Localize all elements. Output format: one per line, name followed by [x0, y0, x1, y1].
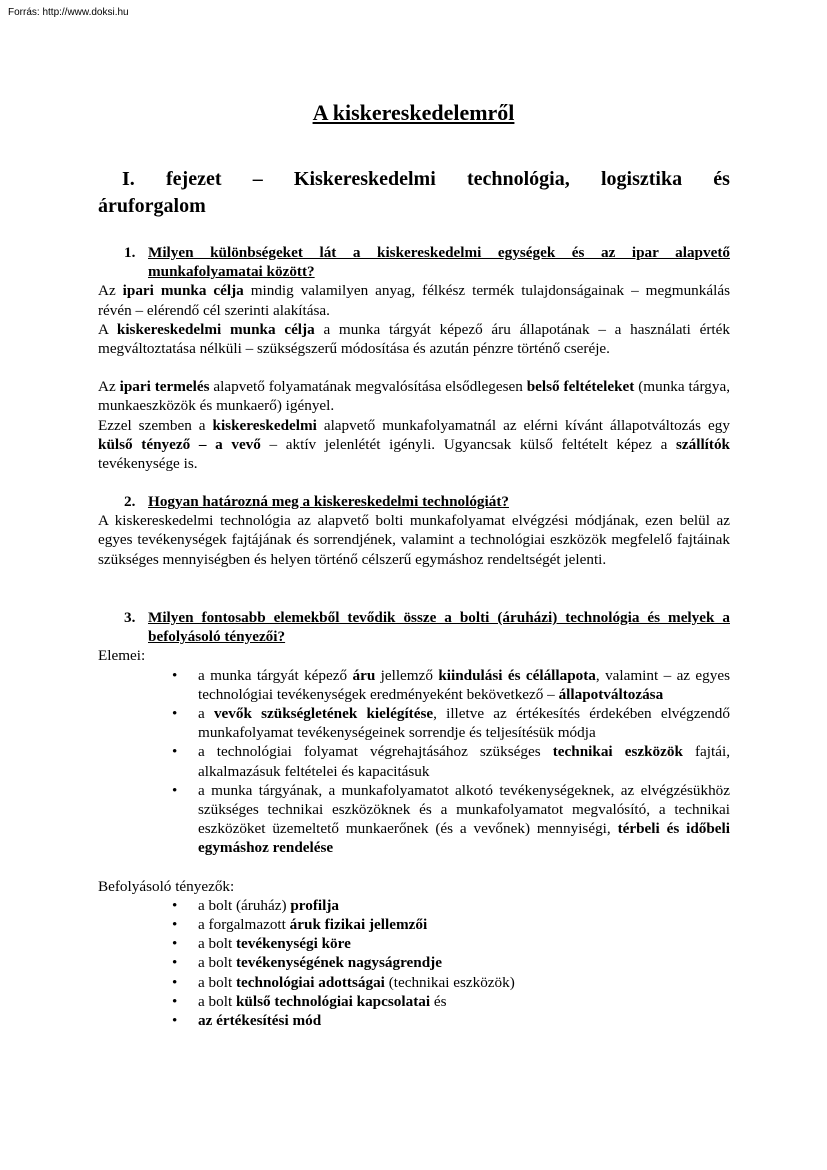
- question-text: Hogyan határozná meg a kiskereskedelmi technológiát?: [148, 493, 509, 510]
- chapter-word: és: [713, 168, 730, 190]
- paragraph: Az ipari termelés alapvető folyamatának megvalósítása elsődlegesen belső feltételeket (munka tárgya, munkaeszközök és munkaerő) igényel.: [98, 378, 730, 415]
- chapter-word: fejezet: [166, 168, 222, 190]
- list-item: • a bolt (áruház) profilja: [198, 896, 730, 915]
- factors-label: Befolyásoló tényezők:: [98, 877, 235, 895]
- chapter-heading: [98, 166, 730, 220]
- list-item: • a bolt tevékenységi köre: [198, 934, 730, 953]
- source-note: Forrás: http://www.doksi.hu: [8, 7, 129, 18]
- list-item: • a bolt külső technológiai kapcsolatai és: [198, 992, 730, 1011]
- question-number: 2.: [124, 493, 136, 510]
- chapter-word: I.: [122, 168, 135, 190]
- elements-list: [98, 666, 730, 858]
- elements-label: Elemei:: [98, 647, 146, 665]
- paragraph: A kiskereskedelmi munka célja a munka tárgyát képező áru állapotának – a használati érték megváltoztatása nélküli – szükségszerű módosítása és azután pénzre történő cseréje.: [98, 320, 730, 358]
- list-item: • a munka tárgyát képező áru jellemző kiindulási és célállapota, valamint – az egyes technológiai tevékenységek eredményeként bekövetkező – állapotváltozása: [198, 666, 730, 704]
- list-item: • a munka tárgyának, a munkafolyamatot alkotó tevékenységeknek, az elvégzésükhöz szükséges technikai eszközöknek és a munkafolyamatot megvalósító, a technikai eszközöket üzemeltető munkaerőnek (és a vevőnek) mennyiségi, térbeli és időbeli egymáshoz rendelése: [198, 781, 730, 858]
- question-3-section: [98, 608, 730, 1030]
- paragraph: Az ipari munka célja mindig valamilyen anyag, félkész termék tulajdonságainak – megmunkálás révén – elérendő cél szerinti alakítása.: [98, 282, 730, 319]
- factors-list: [98, 896, 730, 1030]
- list-item: • az értékesítési mód: [198, 1011, 730, 1030]
- question-number: 1.: [124, 244, 136, 261]
- paragraph: Ezzel szemben a kiskereskedelmi alapvető munkafolyamatnál az elérni kívánt állapotváltozás egy külső tényező – a vevő – aktív jelenlétét igényli. Ugyancsak külső feltételt képez a szállítók tevékenysége is.: [98, 416, 730, 473]
- question-1-section: [98, 243, 730, 473]
- list-item: • a vevők szükségletének kielégítése, illetve az értékesítés érdekében elvégzendő munkafolyamat tevékenységeinek sorrendje és teljesítésük módja: [198, 704, 730, 742]
- chapter-word: Kiskereskedelmi: [293, 168, 436, 190]
- list-item: • a forgalmazott áruk fizikai jellemzői: [198, 915, 730, 934]
- page-title: A kiskereskedelemről: [312, 100, 515, 125]
- question-3: [98, 608, 730, 646]
- question-2-section: [98, 492, 730, 569]
- chapter-heading-line2: áruforgalom: [98, 195, 206, 217]
- chapter-word: technológia,: [466, 168, 570, 190]
- question-number: 3.: [124, 609, 136, 626]
- question-1: [98, 243, 730, 281]
- question-2: [98, 492, 730, 511]
- chapter-word: logisztika: [600, 168, 683, 190]
- chapter-word: –: [252, 168, 263, 190]
- question-text: Milyen különbségeket lát a kiskereskedelmi egységek és az ipar alapvető munkafolyamatai között?: [148, 244, 730, 281]
- question-text: Milyen fontosabb elemekből tevődik össze a bolti (áruházi) technológia és melyek a befolyásoló tényezői?: [148, 609, 730, 646]
- list-item: • a technológiai folyamat végrehajtásához szükséges technikai eszközök fajtái, alkalmazásuk feltételei és kapacitásuk: [198, 742, 730, 780]
- list-item: • a bolt technológiai adottságai (technikai eszközök): [198, 973, 730, 992]
- list-item: • a bolt tevékenységének nagyságrendje: [198, 953, 730, 972]
- paragraph: A kiskereskedelmi technológia az alapvető bolti munkafolyamat elvégzési módjának, ezen belül az egyes tevékenységek fajtájának és sorrendjének, valamint a technológiai eszközök megfelelő fajtáinak szükséges mennyiségben és helyen történő célszerű egymáshoz rendeltségét jelenti.: [98, 512, 730, 568]
